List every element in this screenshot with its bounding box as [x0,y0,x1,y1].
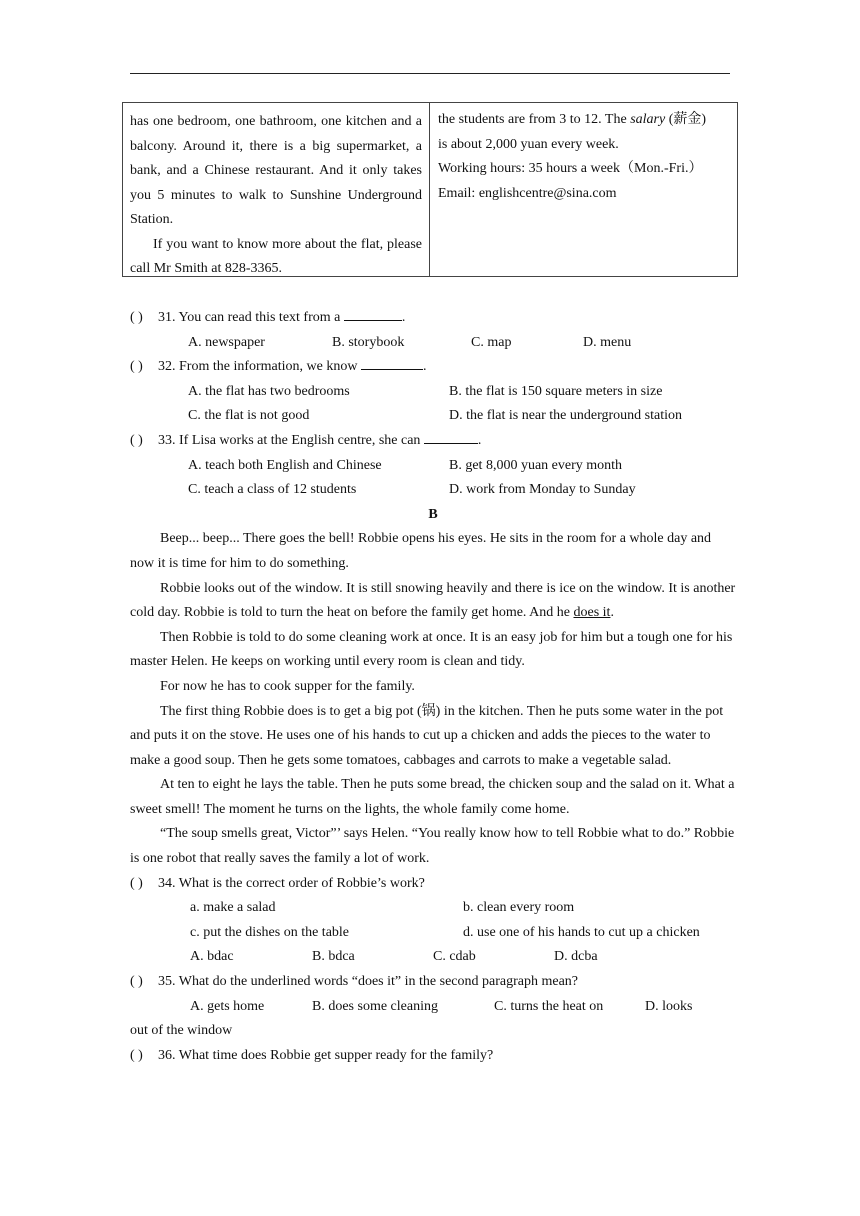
passage-paragraph-4: For now he has to cook supper for the family. [160,678,415,694]
option-b[interactable]: B. the flat is 150 square meters in size [449,383,663,399]
answer-bracket[interactable]: ( ) [130,432,143,448]
job-ad-line-1 [438,108,730,133]
header-rule [130,73,730,74]
passage-paragraph-3: Then Robbie is told to do some cleaning work at once. It is an easy job for him but a tough one for his master Helen. He keeps on working until every room is clean and tidy. [130,629,733,670]
question-stem: 31. You can read this text from a [158,310,341,325]
questions-content [130,306,736,1068]
question-35 [130,970,736,995]
question-32-options-row-1 [130,380,736,405]
answer-bracket[interactable]: ( ) [130,974,143,990]
option-d[interactable]: D. the flat is near the underground station [449,408,683,424]
underlined-words: does it [573,605,611,621]
passage-paragraph-2-end: . [610,605,614,621]
option-c[interactable]: C. map [471,334,512,350]
flat-ad-cell [123,103,430,276]
question-stem: 32. From the information, we know [158,359,358,375]
answer-bracket[interactable]: ( ) [130,1047,143,1063]
job-ad-cell [430,103,737,276]
item-c: c. put the dishes on the table [190,924,350,940]
job-ad-line-3: Working hours: 35 hours a week（Mon.-Fri.） [438,161,703,176]
flat-ad-paragraph-2: If you want to know more about the flat, please call Mr Smith at 828-3365. [130,236,422,276]
question-33 [130,429,736,454]
job-ad-line-1-text: the students are from 3 to 12. The [438,112,631,127]
question-end: . [401,310,406,325]
job-ad-line-2: is about 2,000 yuan every week. [438,136,619,152]
option-a[interactable]: A. gets home [190,998,265,1014]
option-b[interactable]: B. bdca [312,949,355,965]
section-heading: B [428,506,438,522]
option-c[interactable]: C. teach a class of 12 students [188,482,357,498]
passage-paragraph-5: The first thing Robbie does is to get a big pot (锅) in the kitchen. Then he puts some water in the pot and puts it on the stove. He uses one of his hands to cut up a chicken and adds the pieces to the water to make a good soup. Then he gets some tomatoes, cabbages and carrots to make a vegetable salad. [130,703,724,768]
question-34-items-row-1 [130,896,736,921]
option-d[interactable]: D. dcba [554,949,598,965]
answer-bracket[interactable]: ( ) [130,875,143,891]
option-c[interactable]: C. turns the heat on [494,998,604,1014]
question-34-options [130,945,736,970]
option-d-continuation: out of the window [130,1023,233,1039]
question-34-items-row-2 [130,921,736,946]
passage-paragraph-6: At ten to eight he lays the table. Then he puts some bread, the chicken soup and the salad on it. What a sweet smell! The moment he turns on the lights, the whole family come home. [130,777,735,817]
question-end: . [477,432,482,448]
question-stem: 33. If Lisa works at the English centre, she can [158,432,421,448]
passage-paragraph-7: “The soup smells great, Victor”’ says Helen. “You really know how to tell Robbie what to do.” Robbie is one robot that really saves the family a lot of work. [130,826,735,867]
salary-gloss: (薪金) [665,112,707,127]
question-35-options [130,995,736,1020]
passage-paragraph-2-text: Robbie looks out of the window. It is still snowing heavily and there is ice on the window. It is another cold day. Robbie is told to turn the heat on before the family get home. And he [130,580,736,621]
answer-bracket[interactable]: ( ) [130,359,143,375]
question-stem: 36. What time does Robbie get supper ready for the family? [158,1047,494,1063]
option-b[interactable]: B. does some cleaning [312,998,438,1014]
answer-blank [424,430,478,444]
option-b[interactable]: B. get 8,000 yuan every month [449,457,623,473]
question-end: . [422,359,427,375]
question-32 [130,355,736,380]
option-d[interactable]: D. looks [645,998,693,1014]
question-31 [130,306,736,331]
item-b: b. clean every room [463,900,575,916]
question-stem: 34. What is the correct order of Robbie’s work? [158,875,425,891]
answer-bracket[interactable]: ( ) [130,310,143,325]
answer-blank [344,307,402,321]
question-33-options-row-1 [130,454,736,479]
option-a[interactable]: A. bdac [190,949,234,965]
item-a: a. make a salad [190,900,276,916]
question-31-options [130,331,736,356]
question-34 [130,872,736,897]
option-a[interactable]: A. teach both English and Chinese [188,457,382,473]
passage-paragraph-2 [130,577,736,626]
option-d[interactable]: D. menu [583,334,632,350]
option-a[interactable]: A. the flat has two bedrooms [188,383,350,399]
option-b[interactable]: B. storybook [332,334,405,350]
option-c[interactable]: C. cdab [433,949,476,965]
question-36 [130,1044,736,1069]
advertisement-table [122,102,738,277]
flat-ad-paragraph-1: has one bedroom, one bathroom, one kitchen and a balcony. Around it, there is a big supermarket, a bank, and a Chinese restaurant. And it only takes you 5 minutes to walk to Sunshine Underground Station. [130,114,422,227]
salary-word: salary [630,112,666,127]
question-33-options-row-2 [130,478,736,503]
question-stem: 35. What do the underlined words “does it” in the second paragraph mean? [158,974,578,990]
question-32-options-row-2 [130,404,736,429]
item-d: d. use one of his hands to cut up a chicken [463,924,700,940]
option-a[interactable]: A. newspaper [188,334,265,350]
passage-paragraph-1: Beep... beep... There goes the bell! Robbie opens his eyes. He sits in the room for a whole day and now it is time for him to do something. [130,531,712,571]
job-ad-line-4: Email: englishcentre@sina.com [438,185,617,201]
option-d[interactable]: D. work from Monday to Sunday [449,482,636,498]
option-c[interactable]: C. the flat is not good [188,408,310,424]
answer-blank [361,356,423,370]
